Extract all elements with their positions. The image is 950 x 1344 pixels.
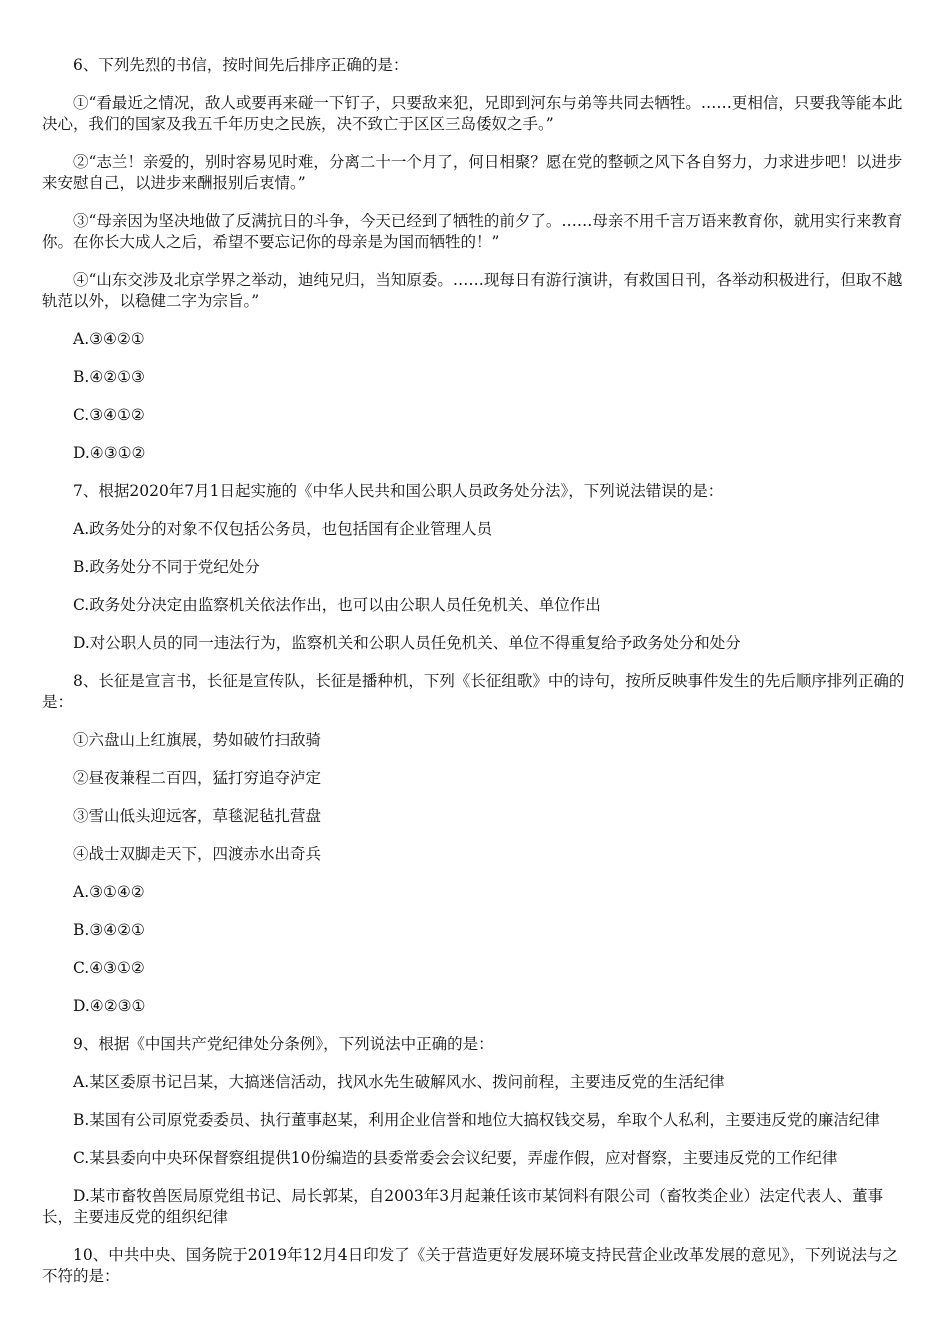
question-6-option-c: C.③④①② bbox=[73, 406, 145, 424]
question-7-option-b: B.政务处分不同于党纪处分 bbox=[73, 558, 260, 576]
question-9-option-c: C.某县委向中央环保督察组提供10份编造的县委常委会会议纪要，弄虚作假，应对督察，主要违反党的工作纪律 bbox=[73, 1149, 838, 1167]
question-6-item-4: ④“山东交涉及北京学界之举动，迪纯兄归，当知原委。……现每日有游行演讲，有救国日刊，各举动积极进行，但取不越轨范以外，以稳健二字为宗旨。” bbox=[42, 271, 903, 310]
question-8-item-1: ①六盘山上红旗展，势如破竹扫敌骑 bbox=[73, 731, 322, 749]
question-7-option-d: D.对公职人员的同一违法行为，监察机关和公职人员任免机关、单位不得重复给予政务处分和处分 bbox=[73, 634, 741, 652]
question-9-stem: 9、根据《中国共产党纪律处分条例》，下列说法中正确的是： bbox=[73, 1035, 494, 1053]
question-8-item-3: ③雪山低头迎远客，草毯泥毡扎营盘 bbox=[73, 807, 322, 825]
question-6-stem: 6、下列先烈的书信，按时间先后排序正确的是： bbox=[73, 56, 409, 74]
question-6-option-a: A.③④②① bbox=[73, 330, 145, 348]
question-7-option-a: A.政务处分的对象不仅包括公务员，也包括国有企业管理人员 bbox=[73, 520, 493, 538]
question-8-option-c: C.④③①② bbox=[73, 959, 145, 977]
question-8-option-d: D.④②③① bbox=[73, 997, 146, 1015]
question-7-stem: 7、根据2020年7月1日起实施的《中华人民共和国公职人员政务处分法》，下列说法错误的是： bbox=[73, 482, 724, 500]
question-9-option-b: B.某国有公司原党委委员、执行董事赵某，利用企业信誉和地位大搞权钱交易，牟取个人私利，主要违反党的廉洁纪律 bbox=[73, 1111, 880, 1129]
question-6-item-1: ①“看最近之情况，敌人或要再来碰一下钉子，只要敌来犯，兄即到河东与弟等共同去牺牲。……更相信，只要我等能本此决心，我们的国家及我五千年历史之民族，决不致亡于区区三岛倭奴之手。” bbox=[42, 94, 903, 133]
question-9-option-d: D.某市畜牧兽医局原党组书记、局长郭某，自2003年3月起兼任该市某饲料有限公司（畜牧类企业）法定代表人、董事长，主要违反党的组织纪律 bbox=[42, 1187, 884, 1226]
question-8-option-b: B.③④②① bbox=[73, 921, 145, 939]
question-6-item-2: ②“志兰！亲爱的，别时容易见时难，分离二十一个月了，何日相聚？愿在党的整顿之风下各自努力，力求进步吧！以进步来安慰自己，以进步来酬报别后衷情。” bbox=[42, 153, 903, 192]
question-8-option-a: A.③①④② bbox=[73, 883, 145, 901]
question-8-item-2: ②昼夜兼程二百四，猛打穷追夺泸定 bbox=[73, 769, 322, 787]
question-9-option-a: A.某区委原书记吕某，大搞迷信活动，找风水先生破解风水、拨问前程，主要违反党的生活纪律 bbox=[73, 1073, 725, 1091]
question-6-option-d: D.④③①② bbox=[73, 444, 146, 462]
question-6-option-b: B.④②①③ bbox=[73, 368, 145, 386]
question-8-item-4: ④战士双脚走天下，四渡赤水出奇兵 bbox=[73, 845, 322, 863]
question-7-option-c: C.政务处分决定由监察机关依法作出，也可以由公职人员任免机关、单位作出 bbox=[73, 596, 601, 614]
question-8-stem: 8、长征是宣言书，长征是宣传队，长征是播种机，下列《长征组歌》中的诗句，按所反映事件发生的先后顺序排列正确的是： bbox=[42, 672, 905, 711]
question-6-item-3: ③“母亲因为坚决地做了反满抗日的斗争，今天已经到了牺牲的前夕了。……母亲不用千言万语来教育你，就用实行来教育你。在你长大成人之后，希望不要忘记你的母亲是为国而牺牲的！” bbox=[42, 212, 903, 251]
question-10-stem: 10、中共中央、国务院于2019年12月4日印发了《关于营造更好发展环境支持民营企业改革发展的意见》，下列说法与之不符的是： bbox=[42, 1246, 899, 1285]
